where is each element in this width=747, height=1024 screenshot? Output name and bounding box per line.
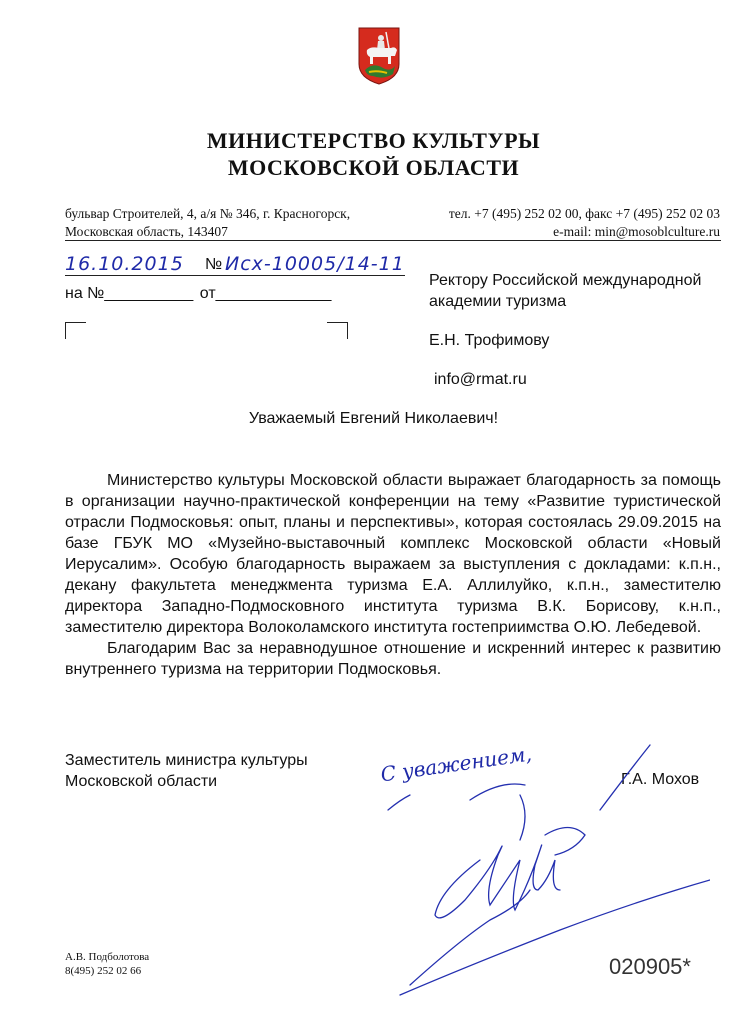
signatory-name: Г.А. Мохов [621, 771, 700, 788]
signatory-position [65, 750, 308, 792]
address-line1: бульвар Строителей, 4, а/я № 346, г. Красногорск, [65, 206, 351, 221]
ref-label: на № [65, 285, 105, 302]
ministry-title-line2: МОСКОВСКОЙ ОБЛАСТИ [227, 155, 520, 180]
address-block [65, 205, 350, 241]
recipient-email: info@rmat.ru [434, 371, 527, 388]
registration-line [65, 253, 405, 276]
body-paragraph-2: Благодарим Вас за неравнодушное отношение и искренний интерес к развитию внутреннего туризма на территории Подмосковья. [65, 640, 721, 678]
recipient-line2: академии туризма [429, 293, 567, 310]
email-contact: e-mail: min@mosoblculture.ru [553, 224, 720, 239]
handwritten-date: 16.10.2015 [65, 253, 184, 275]
corner-mark-left [65, 322, 86, 339]
executor-phone: 8(495) 252 02 66 [65, 965, 142, 977]
reference-line [65, 285, 331, 303]
signatory-position-line1: Заместитель министра культуры [65, 752, 308, 769]
signatory-position-line2: Московской области [65, 773, 218, 790]
handwritten-number: Исх-10005/14-11 [225, 253, 405, 275]
phone-fax: тел. +7 (495) 252 02 00, факс +7 (495) 252 02 03 [448, 206, 720, 221]
recipient-line1: Ректору Российской международной [429, 272, 702, 289]
number-label: № [205, 256, 223, 273]
executor-name: А.В. Подболотова [65, 951, 150, 963]
executor-info [65, 950, 149, 978]
date-underline [65, 275, 405, 276]
from-label: от [199, 285, 216, 302]
contacts-block [449, 205, 720, 241]
salutation: Уважаемый Евгений Николаевич! [248, 410, 499, 427]
header-divider [65, 240, 721, 241]
letter-body [65, 470, 721, 680]
document-code: 020905* [609, 954, 691, 979]
ref-blank: __________ [104, 285, 194, 302]
body-paragraph-1: Министерство культуры Московской области выражает благодарность за помощь в организации научно-практической конференции на тему «Развитие туристической отрасли Подмосковья: опыт, планы и перспективы», которая состоялась 29.09.2015 на базе ГБУК МО «Музейно-выставочный комплекс Московской области «Новый Иерусалим». Особую благодарность выражаем за выступления с докладами: к.п.н., декану факультета менеджмента туризма Е.А. Аллилуйко, к.п.н., заместителю директора Западно-Подмосковного института туризма В.К. Борисову, к.н.п., заместителю директора Волоколамского института гостеприимства О.Ю. Лебедевой. [65, 472, 721, 636]
from-blank: _____________ [215, 285, 332, 302]
recipient-name: Е.Н. Трофимову [429, 332, 550, 349]
ministry-title-line1: МИНИСТЕРСТВО КУЛЬТУРЫ [206, 128, 541, 153]
corner-mark-right [327, 322, 348, 339]
recipient-position [429, 270, 701, 312]
handwritten-note: С уважением, [379, 741, 534, 787]
moscow-oblast-coat-of-arms [357, 26, 401, 86]
address-line2: Московская область, 143407 [65, 224, 228, 239]
